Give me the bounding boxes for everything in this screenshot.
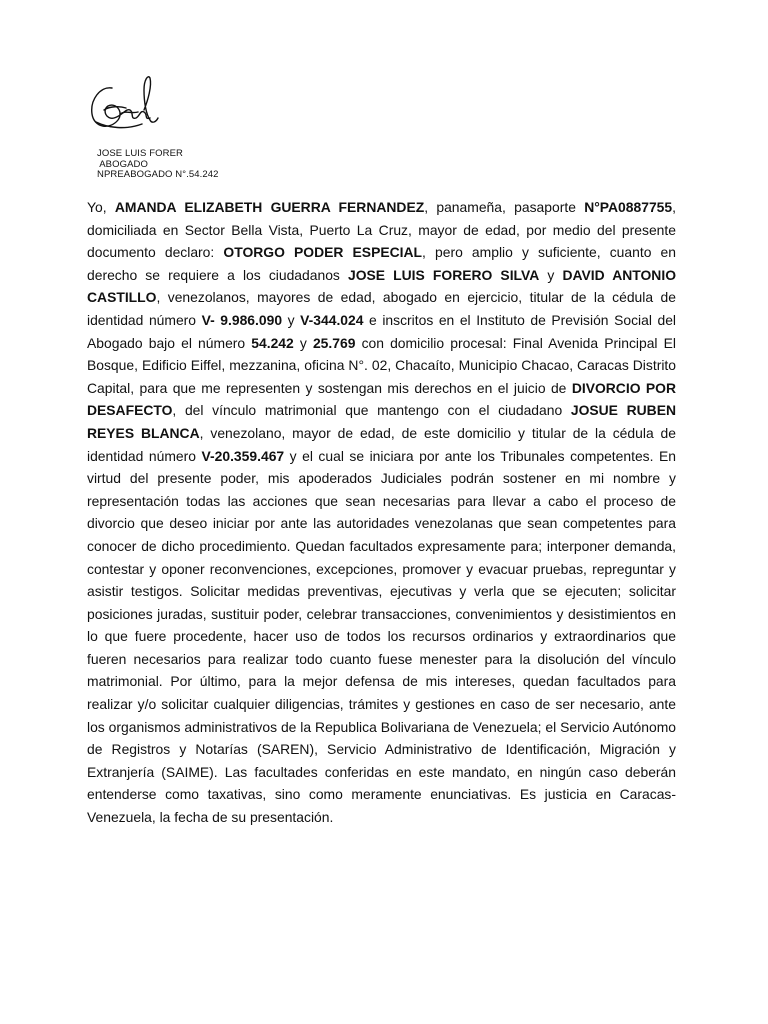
bold-text-run: V-20.359.467 <box>201 447 285 464</box>
bold-text-run: V-344.024 <box>300 311 364 328</box>
text-run: , domiciliada en Sector Bella Vista, Puerto La Cruz, mayor de edad, por medio del presente documento declaro: <box>87 199 676 261</box>
bold-text-run: V- 9.986.090 <box>201 311 283 328</box>
lawyer-registration: NPREABOGADO N°.54.242 <box>97 169 219 180</box>
bold-text-run: AMANDA ELIZABETH GUERRA FERNANDEZ <box>114 199 425 215</box>
text-run: , venezolanos, mayores de edad, abogado en ejercicio, titular de la cédula de identidad número <box>87 289 676 328</box>
bold-text-run: N°PA0887755 <box>584 199 673 215</box>
text-run: con domicilio procesal: Final Avenida Principal El Bosque, Edificio Eiffel, mezzanina, oficina N°. 02, Chacaíto, Municipio Chacao, Caracas Distrito Capital, para que me representen y sostengan mis derechos en el juicio de <box>87 334 676 396</box>
bold-text-run: 25.769 <box>312 334 356 351</box>
power-of-attorney-text <box>87 196 676 829</box>
text-run: , venezolano, mayor de edad, de este domicilio y titular de la cédula de identidad número <box>87 424 677 464</box>
text-run: , del vínculo matrimonial que mantengo con el ciudadano <box>172 402 571 419</box>
bold-text-run: DAVID ANTONIO CASTILLO <box>87 266 677 306</box>
bold-text-run: JOSE LUIS FORERO SILVA <box>348 266 540 283</box>
lawyer-name: JOSE LUIS FORER <box>97 148 183 159</box>
text-run: Yo, <box>87 199 115 215</box>
text-run: y <box>293 334 313 351</box>
handwritten-signature <box>86 70 166 140</box>
text-run: y <box>539 266 563 283</box>
text-run: y <box>282 311 301 328</box>
bold-text-run: DIVORCIO POR DESAFECTO <box>87 379 676 419</box>
text-run: e inscritos en el Instituto de Previsión Social del Abogado bajo el número <box>87 311 677 351</box>
text-run: , pero amplio y suficiente, cuanto en derecho se requiere a los ciudadanos <box>87 244 676 283</box>
bold-text-run: JOSUE RUBEN REYES BLANCA <box>87 402 677 441</box>
lawyer-title: ABOGADO <box>97 158 148 170</box>
bold-text-run: 54.242 <box>251 334 294 351</box>
text-run: y el cual se iniciara por ante los Tribunales competentes. En virtud del presente poder, mis apoderados Judiciales podrán sostener en mi nombre y representación todas las acciones que sean necesarias para llevar a cabo el proceso de divorcio que deseo iniciar por ante las autoridades venezolanas que sean competentes para conocer de dicho procedimiento. Quedan facultados expresamente para; interponer demanda, contestar y oponer reconvenciones, excepciones, promover y evacuar pruebas, repreguntar y asistir testigos. Solicitar medidas preventivas, ejecutivas y verla que se ejecuten; solicitar posiciones juradas, sustituir poder, celebrar transacciones, convenimientos y desistimientos en lo que fuere procedente, hacer uso de todos los recursos ordinarios y extraordinarios que fueren necesarios para realizar todo cuanto fuese menester para la disolución del vínculo matrimonial. Por último, para la mejor defensa de mis intereses, quedan facultados para realizar y/o solicitar cualquier diligencias, trámites y gestiones en caso de ser necesario, ante los organismos administrativos de la Republica Bolivariana de Venezuela; el Servicio Autónomo de Registros y Notarías (SAREN), Servicio Administrativo de Identificación, Migración y Extranjería (SAIME). Las facultades conferidas en este mandato, en ningún caso deberán entenderse como taxativas, sino como meramente enunciativas. Es justicia en Caracas- Venezuela, la fecha de su presentación. <box>87 447 676 826</box>
text-run: , panameña, pasaporte <box>424 199 585 215</box>
bold-text-run: OTORGO PODER ESPECIAL <box>223 244 423 261</box>
lawyer-header <box>97 149 219 181</box>
